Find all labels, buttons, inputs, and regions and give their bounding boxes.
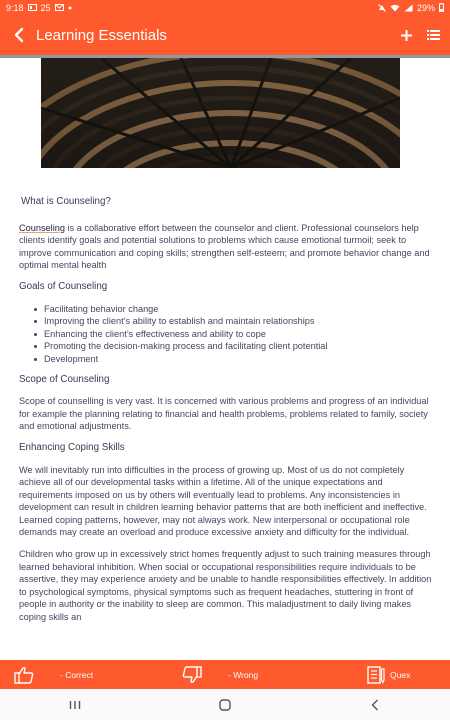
add-button[interactable] [392,15,420,55]
chevron-left-icon [13,27,25,43]
status-bar [0,0,450,15]
back-nav-button[interactable] [355,689,395,720]
wrong-button[interactable] [182,660,258,689]
coping-title: Enhancing Coping Skills [19,441,125,453]
media-notification-icon [28,4,37,11]
home-button[interactable] [205,689,245,720]
list-menu-button[interactable] [420,15,450,55]
status-left [6,3,72,13]
battery-icon [439,3,444,12]
status-right [378,3,444,13]
notebook-icon [367,666,385,684]
parliament-chamber-image [41,58,400,168]
status-time: 9:18 [6,2,24,13]
list-icon [430,30,440,40]
wrong-label: - Wrong [228,669,259,680]
intro-term: Counseling [19,222,65,233]
thumbs-up-icon [14,666,34,684]
wifi-icon [390,4,400,12]
home-icon [219,699,231,711]
goals-title: Goals of Counseling [19,280,108,292]
thumbs-down-icon [182,666,202,684]
recent-apps-button[interactable] [55,689,95,720]
correct-label: - Correct [60,669,94,680]
article-content [19,196,433,624]
answer-bar [0,660,450,689]
back-button[interactable] [2,15,36,55]
coping-paragraph: We will inevitably run into difficulties in the process of growing up. Most of us do not completely achieve all of our developmental tasks within a lifetime. All of the unique expectations and requirements imposed on us by others will eventually lead to problems. Any inconsistencies in development can result in children learning behavior patterns that are both inefficient and ineffective. Learned coping patterns, however, may not always work. New interpersonal or occupational role demands may create an overload and produce excessive anxiety and difficulty for the individual. [19,464,427,538]
scope-title: Scope of Counseling [19,373,110,385]
article-heading: What is Counseling? [21,196,111,207]
goals-list-item: Improving the client’s ability to establish and maintain relationships [34,315,433,328]
article-hero-image [41,58,400,168]
scope-paragraph: Scope of counselling is very vast. It is concerned with various problems and progress of an individual for example the planning relating to financial and health problems, problems related to family, society and emotional adjustments. [19,396,429,432]
intro-paragraph [19,222,433,272]
mail-icon [55,4,64,11]
recent-apps-icon [69,700,81,710]
battery-percent: 29% [416,2,435,13]
quex-button[interactable] [367,660,410,689]
correct-button[interactable] [14,660,93,689]
goals-list-item: Enhancing the client’s effectiveness and ability to cope [34,328,433,341]
quex-label: Quex [390,669,411,680]
goals-list-item: Facilitating behavior change [34,303,433,316]
dot-icon [68,6,72,10]
goals-list-item: Promoting the decision-making process and facilitating client potential [34,340,433,353]
coping-paragraph: Children who grow up in excessively strict homes frequently adjust to such training measures through learned behavioral inhibition. When social or occupational responsibilities require individuals to be assertive, they may experience anxiety and be unable to handle responsibilities effectively. In addition to psychological symptoms, physical symptoms such as frequent headaches, stuttering in front of people in authority or the inability to sleep are common. This maladjustment to daily living makes coping skills an [19,549,432,623]
mute-icon [378,4,386,12]
app-bar [0,15,450,55]
back-chevron-icon [371,699,379,711]
plus-icon [400,29,413,42]
system-nav-bar [0,689,450,720]
app-title: Learning Essentials [36,26,167,44]
goals-list [19,303,433,366]
signal-icon [404,4,413,12]
intro-text: is a collaborative effort between the counselor and client. Professional counselors help clients identify goals and potential solutions to problems which cause emotional turmoil; seek to improve communication and coping skills; strengthen self-esteem; and promote behavior change and optimal mental health [19,222,430,271]
notification-count: 25 [40,2,51,13]
goals-list-item: Development [34,353,433,366]
